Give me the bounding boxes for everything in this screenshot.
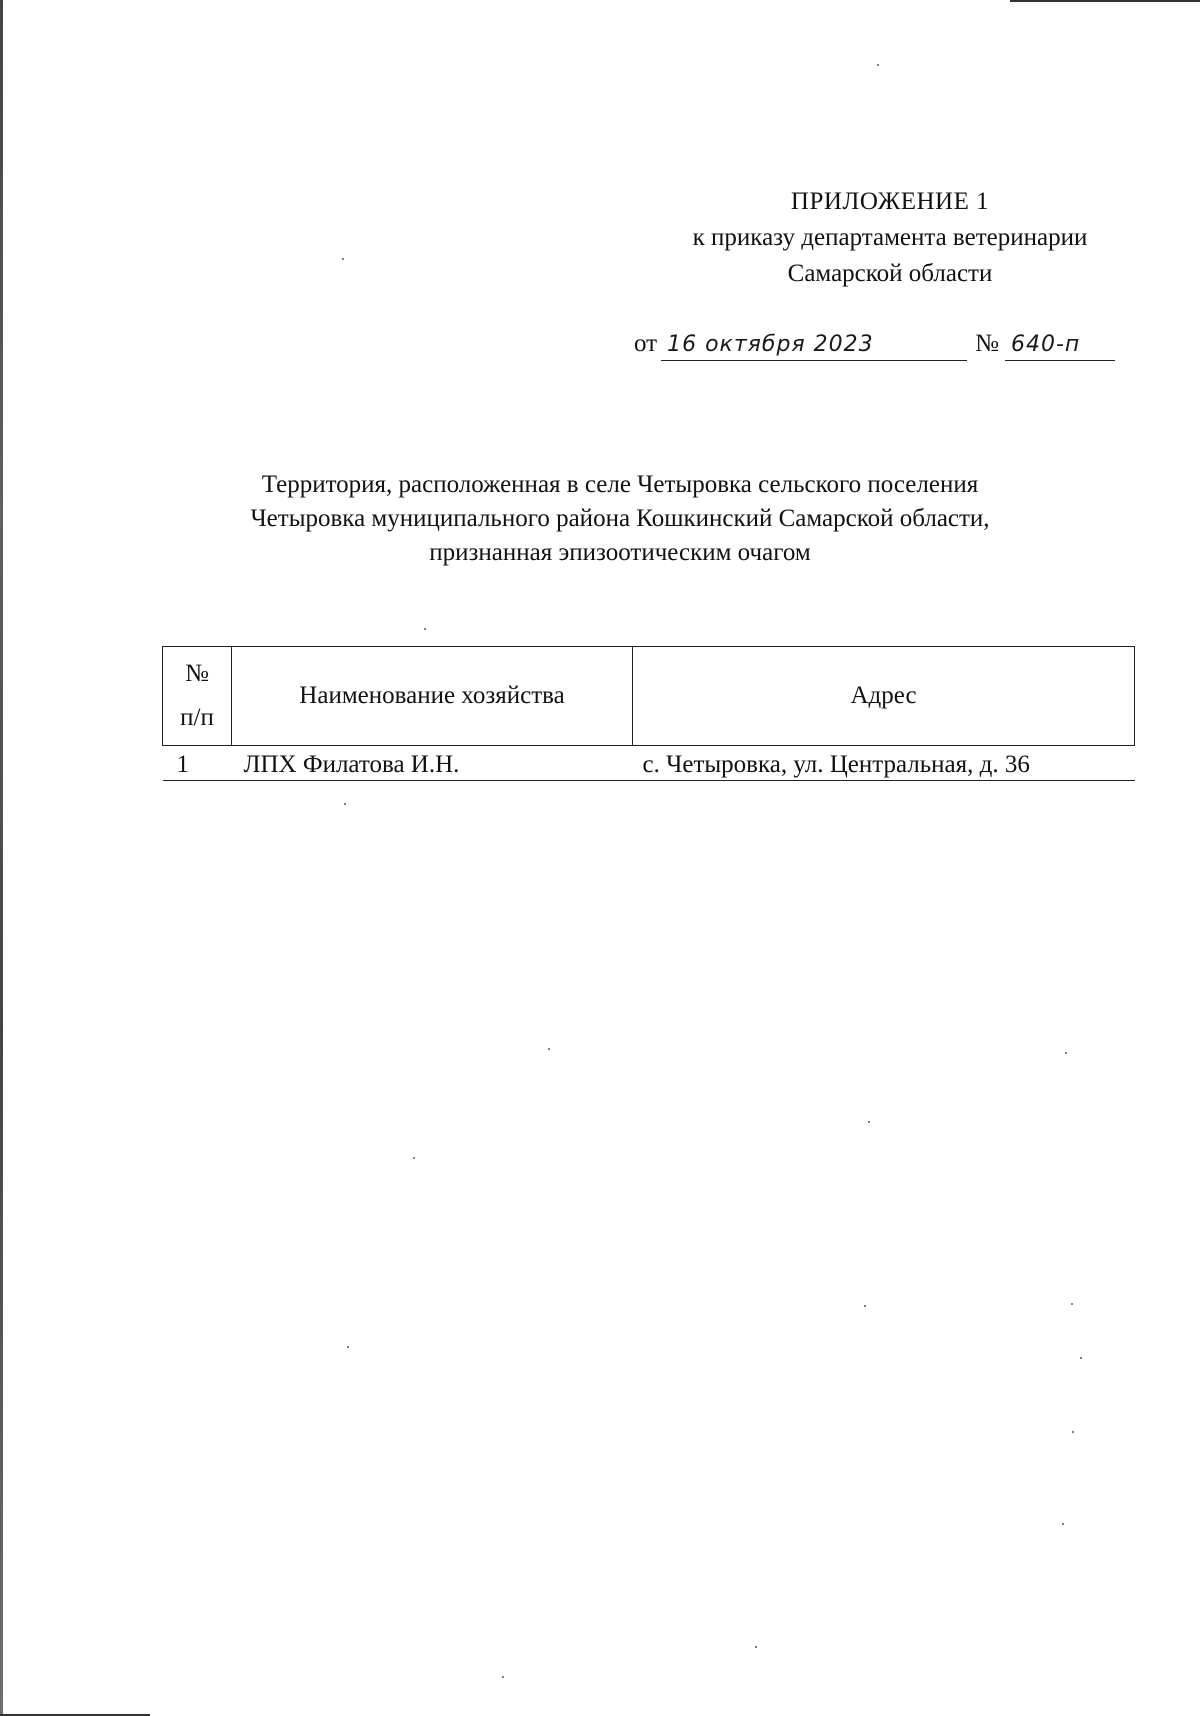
order-from-label: от [634,330,658,357]
speck [1072,1431,1074,1433]
appendix-block [640,184,1140,292]
table-header-row [163,647,1135,746]
header-number-line2: п/п [180,704,214,731]
speck [344,803,346,805]
speck [347,1346,349,1348]
order-date-handwritten: 16 октября 2023 [661,330,967,361]
speck [755,1646,757,1648]
speck [1065,1052,1067,1054]
scan-left-edge [0,0,3,1716]
header-farm-name: Наименование хозяйства [232,647,633,746]
scan-top-mark [1010,0,1200,2]
document-heading [140,468,1100,570]
speck [877,64,879,66]
farms-table [162,646,1135,781]
heading-line3: признанная эпизоотическим очагом [429,539,811,566]
speck [502,1676,504,1678]
order-number-label: № [975,330,999,357]
speck [868,1121,870,1123]
speck [1062,1523,1064,1525]
heading-line2: Четыровка муниципального района Кошкинский Самарской области, [250,505,990,532]
cell-number: 1 [163,746,232,781]
header-address: Адрес [633,647,1135,746]
order-reference [634,326,1154,362]
cell-address: с. Четыровка, ул. Центральная, д. 36 [633,746,1135,781]
cell-farm-name: ЛПХ Филатова И.Н. [232,746,633,781]
order-number-handwritten: 640-п [1005,330,1115,361]
appendix-subtitle-line1: к приказу департамента ветеринарии [692,224,1088,251]
header-number [163,647,232,746]
table-row [163,746,1135,781]
header-number-line1: № [185,660,209,687]
speck [548,1048,550,1050]
appendix-subtitle-line2: Самарской области [787,260,993,287]
speck [864,1305,866,1307]
appendix-title: ПРИЛОЖЕНИЕ 1 [790,188,990,215]
heading-line1: Территория, расположенная в селе Четыровка сельского поселения [261,471,979,498]
speck [342,258,344,260]
speck [424,628,426,630]
speck [1080,1357,1082,1359]
speck [1071,1303,1073,1305]
speck [413,1157,415,1159]
